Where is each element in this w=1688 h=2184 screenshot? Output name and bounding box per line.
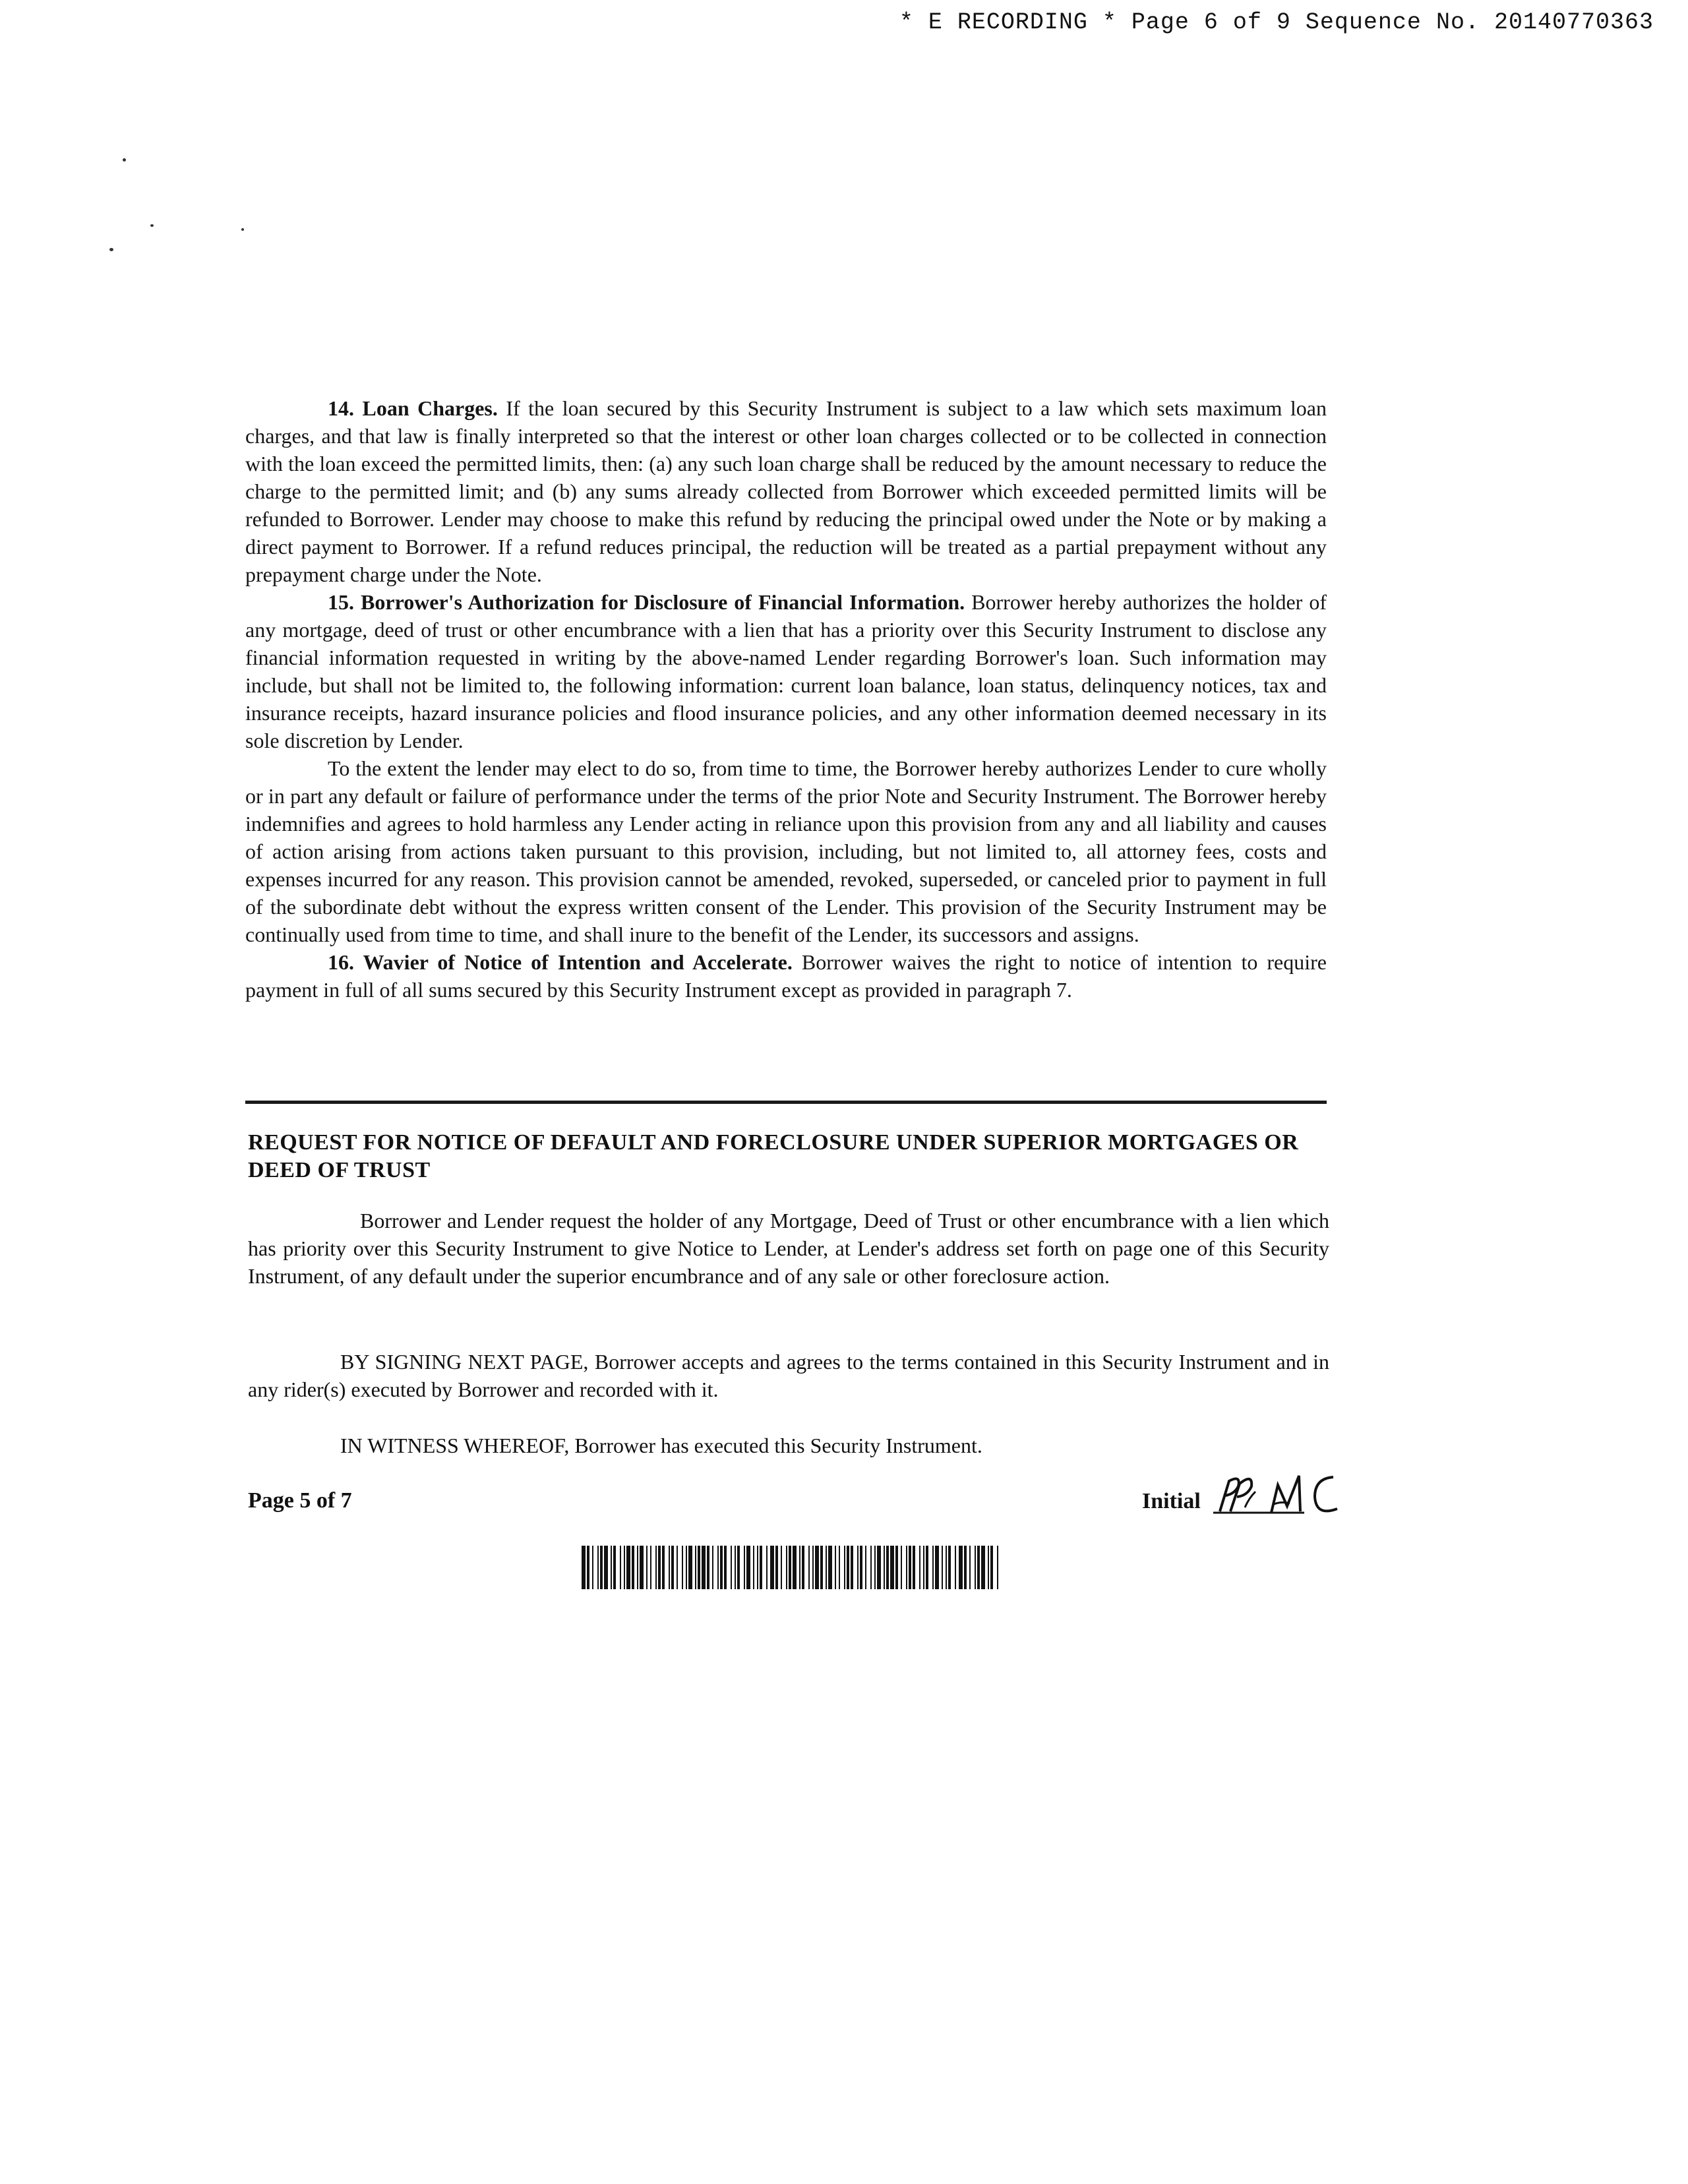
barcode-bar	[658, 1546, 661, 1589]
barcode-bar	[884, 1546, 885, 1589]
barcode-bar	[955, 1546, 956, 1589]
document-body	[245, 394, 1327, 1004]
initial-label: Initial	[1142, 1489, 1201, 1513]
scan-speck	[123, 158, 126, 162]
barcode-bar	[646, 1546, 648, 1589]
barcode-bar	[923, 1546, 924, 1589]
barcode-bar	[746, 1546, 750, 1589]
page-number: Page 5 of 7	[248, 1488, 352, 1513]
barcode-bar	[600, 1546, 603, 1589]
scan-speck	[150, 224, 154, 227]
barcode-bar	[826, 1546, 827, 1589]
barcode-bar	[712, 1546, 713, 1589]
scan-speck	[241, 228, 244, 231]
barcode-bar	[632, 1546, 634, 1589]
barcode-bar	[799, 1546, 800, 1589]
barcode-bar	[808, 1546, 810, 1589]
section-15-title: 15. Borrower's Authorization for Disclosure of Financial Information.	[328, 590, 965, 614]
barcode-bar	[626, 1546, 630, 1589]
barcode-bar	[812, 1546, 814, 1589]
barcode-bar	[977, 1546, 980, 1589]
initial-block	[1142, 1465, 1379, 1525]
barcode-bar	[793, 1546, 797, 1589]
barcode-bar	[857, 1546, 859, 1589]
barcode-bar	[975, 1546, 976, 1589]
barcode-bar	[839, 1546, 840, 1589]
barcode-bar	[770, 1546, 774, 1589]
barcode	[580, 1546, 1002, 1589]
barcode-bar	[731, 1546, 732, 1589]
barcode-bar	[620, 1546, 621, 1589]
handwritten-initials	[1142, 1465, 1379, 1525]
barcode-bar	[677, 1546, 678, 1589]
barcode-bar	[686, 1546, 687, 1589]
barcode-bar	[815, 1546, 819, 1589]
barcode-bar	[735, 1546, 736, 1589]
section-16	[245, 948, 1327, 1004]
barcode-bar	[737, 1546, 740, 1589]
barcode-bar	[988, 1546, 989, 1589]
barcode-bar	[946, 1546, 947, 1589]
request-paragraph: Borrower and Lender request the holder of any Mortgage, Deed of Trust or other encumbrance with a lien which has priority over this Security Instrument to give Notice to Lender, at Lender's address set forth on page one of this Security Instrument, of any default under the superior encumbrance and of any sale or other foreclosure action.	[248, 1209, 1329, 1288]
barcode-bar	[786, 1546, 787, 1589]
section-16-title: 16. Wavier of Notice of Intention and Accelerate.	[328, 950, 793, 974]
barcode-bar	[720, 1546, 723, 1589]
barcode-bar	[662, 1546, 665, 1589]
barcode-bar	[990, 1546, 993, 1589]
barcode-bar	[909, 1546, 911, 1589]
barcode-bar	[766, 1546, 768, 1589]
barcode-bar	[802, 1546, 804, 1589]
barcode-bar	[757, 1546, 758, 1589]
section-14	[245, 394, 1327, 588]
barcode-bar	[717, 1546, 719, 1589]
barcode-bar	[637, 1546, 638, 1589]
barcode-bar	[760, 1546, 762, 1589]
barcode-bar	[789, 1546, 791, 1589]
barcode-bar	[895, 1546, 898, 1589]
section-14-text: If the loan secured by this Security Instrument is subject to a law which sets maximum loan charges, and that law is finally interpreted so that the interest or other loan charges collected or to be collected in connection with the loan exceed the permitted limits, then: (a) any such loan charge shall be reduced by the amount necessary to reduce the charge to the permitted limit; and (b) any sums already collected from Borrower which exceeded permitted limits will be refunded to Borrower. Lender may choose to make this refund by reducing the principal owed under the Note or by making a direct payment to Borrower. If a refund reduces principal, the reduction will be treated as a partial prepayment without any prepayment charge under the Note.	[245, 396, 1327, 586]
barcode-bar	[835, 1546, 836, 1589]
barcode-bar	[942, 1546, 943, 1589]
barcode-bar	[886, 1546, 889, 1589]
barcode-bar	[919, 1546, 920, 1589]
section-15-continuation: To the extent the lender may elect to do so, from time to time, the Borrower hereby authorizes Lender to cure wholly or in part any default or failure of performance under the terms of the prior Note and Security Instrument. The Borrower hereby indemnifies and agrees to hold harmless any Lender acting in reliance upon this provision from any and all liability and causes of action arising from actions taken pursuant to this provision, including, but not limited to, all attorney fees, costs and expenses incurred for any reason. This provision cannot be amended, revoked, superseded, or canceled prior to payment in full of the subordinate debt without the express written consent of the Lender. This provision of the Security Instrument may be continually used from time to time, and shall inure to the benefit of the Lender, its successors and assigns.	[245, 756, 1327, 946]
barcode-bar	[844, 1546, 845, 1589]
barcode-bar	[587, 1546, 589, 1589]
barcode-bar	[959, 1546, 963, 1589]
barcode-bar	[828, 1546, 832, 1589]
barcode-bar	[604, 1546, 608, 1589]
barcode-bar	[820, 1546, 823, 1589]
barcode-bar	[688, 1546, 692, 1589]
barcode-bar	[847, 1546, 849, 1589]
barcode-bar	[870, 1546, 872, 1589]
barcode-bar	[640, 1546, 644, 1589]
barcode-bar	[901, 1546, 902, 1589]
barcode-bar	[655, 1546, 657, 1589]
barcode-bar	[592, 1546, 593, 1589]
request-heading: REQUEST FOR NOTICE OF DEFAULT AND FORECLOSURE UNDER SUPERIOR MORTGAGES OR DEED OF TRUST	[248, 1130, 1299, 1182]
barcode-bar	[781, 1546, 782, 1589]
barcode-bar	[997, 1546, 998, 1589]
section-divider	[245, 1101, 1327, 1104]
barcode-bar	[611, 1546, 612, 1589]
witness-paragraph: IN WITNESS WHEREOF, Borrower has executed this Security Instrument.	[340, 1434, 982, 1457]
barcode-bar	[926, 1546, 928, 1589]
barcode-bar	[624, 1546, 625, 1589]
barcode-bar	[851, 1546, 853, 1589]
barcode-bar	[906, 1546, 907, 1589]
barcode-bar	[890, 1546, 894, 1589]
barcode-bar	[597, 1546, 599, 1589]
barcode-bar	[707, 1546, 709, 1589]
barcode-bar	[724, 1546, 727, 1589]
barcode-bar	[964, 1546, 967, 1589]
barcode-bar	[948, 1546, 951, 1589]
barcode-bar	[582, 1546, 586, 1589]
barcode-bar	[865, 1546, 866, 1589]
barcode-bar	[913, 1546, 915, 1589]
barcode-bar	[682, 1546, 683, 1589]
barcode-bar	[702, 1546, 706, 1589]
section-16-text: Borrower waives the right to notice of intention to require payment in full of all sums secured by this Security Instrument except as provided in paragraph 7.	[245, 950, 1327, 1002]
barcode-bar	[969, 1546, 971, 1589]
barcode-bar	[932, 1546, 934, 1589]
barcode-bar	[877, 1546, 881, 1589]
section-14-title: 14. Loan Charges.	[328, 396, 498, 420]
barcode-bar	[695, 1546, 696, 1589]
signing-paragraph: BY SIGNING NEXT PAGE, Borrower accepts and agrees to the terms contained in this Security Instrument and in any rider(s) executed by Borrower and recorded with it.	[248, 1350, 1329, 1401]
barcode-bar	[981, 1546, 985, 1589]
barcode-bar	[744, 1546, 745, 1589]
barcode-bar	[669, 1546, 670, 1589]
barcode-bar	[613, 1546, 616, 1589]
barcode-bar	[698, 1546, 700, 1589]
section-15-text: Borrower hereby authorizes the holder of any mortgage, deed of trust or other encumbrance with a lien that has a priority over this Security Instrument to disclose any financial information requested in writing by the above-named Lender regarding Borrower's loan. Such information may include, but shall not be limited to, the following information: current loan balance, loan status, delinquency notices, tax and insurance receipts, hazard insurance policies and flood insurance policies, and any other information deemed necessary in its sole discretion by Lender.	[245, 590, 1327, 752]
barcode-bar	[874, 1546, 876, 1589]
barcode-bar	[753, 1546, 754, 1589]
section-15	[245, 588, 1327, 754]
barcode-bar	[935, 1546, 939, 1589]
barcode-bar	[775, 1546, 778, 1589]
recording-header: * E RECORDING * Page 6 of 9 Sequence No. 20140770363	[899, 9, 1654, 36]
barcode-bar	[860, 1546, 862, 1589]
scan-speck	[109, 248, 113, 251]
barcode-bar	[650, 1546, 651, 1589]
barcode-bar	[671, 1546, 674, 1589]
